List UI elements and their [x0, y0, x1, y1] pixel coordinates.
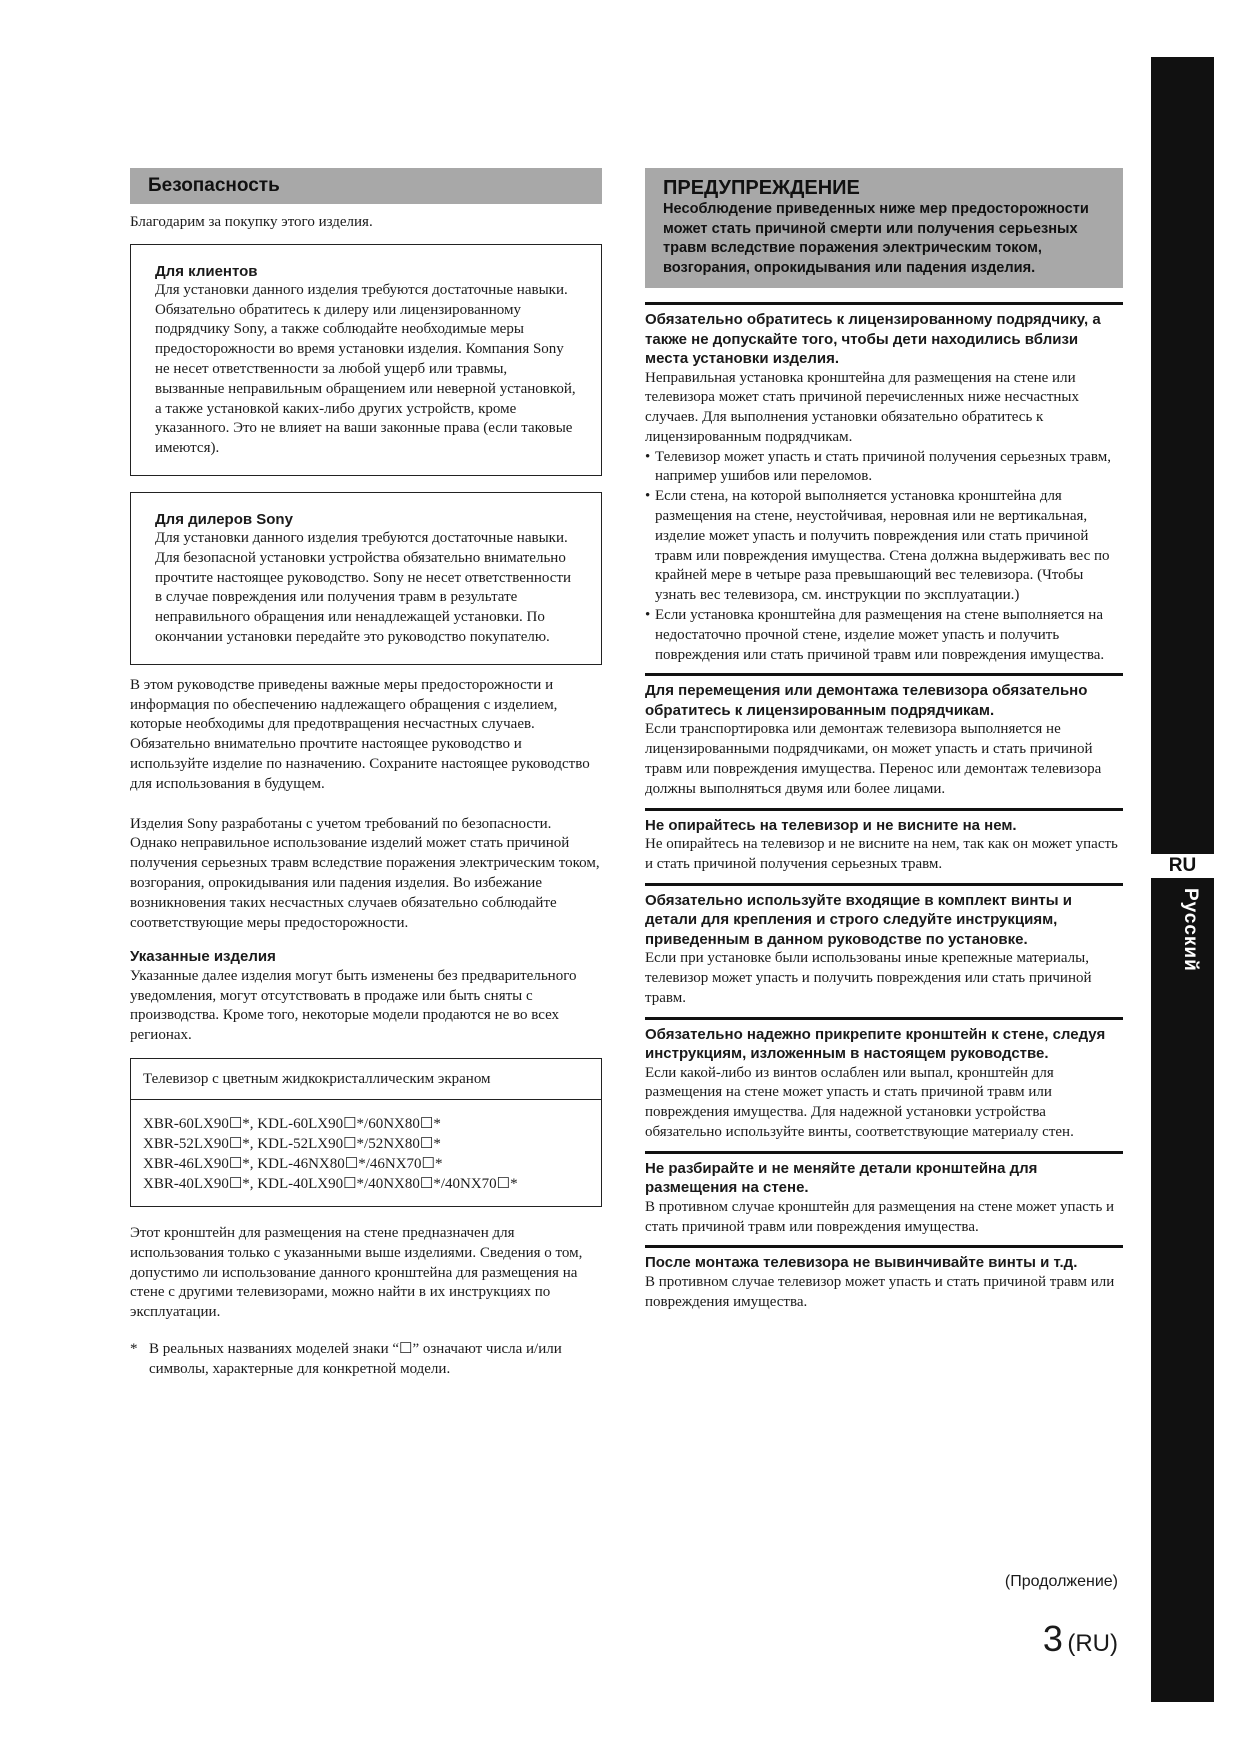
language-tab	[1151, 57, 1214, 1702]
section-text: Если транспортировка или демонтаж телевизора выполняется не лицензированными подрядчиками, он может упасть и стать причиной травм или повреждения имущества. Перенос или демонтаж телевизора должны выполняться двумя или более лицами.	[645, 721, 1102, 797]
dealers-heading: Для дилеров Sony	[155, 510, 293, 528]
list-item: • Если установка кронштейна для размещения на стене выполняется на недостаточно прочной стене, изделие может упасть и получить повреждения или стать причиной травм или повреждения имущества.	[645, 606, 1123, 665]
model-row: XBR-40LX90☐*, KDL-40LX90☐*/40NX80☐*/40NX70☐*	[143, 1176, 518, 1192]
intro-paragraph: В этом руководстве приведены важные меры предосторожности и информация по обеспечению надлежащего обращения с изделием, которые необходимы для предотвращения несчастных случаев. Обязательно внимательно прочтите настоящее руководство и используйте изделие по назначению. Сохраните настоящее руководство для использования в будущем.	[130, 676, 590, 792]
list-item: • Если стена, на которой выполняется установка кронштейна для размещения на стене, неустойчивая, неровная или не вертикальная, изделие может упасть и получить повреждения или стать причиной травм или повреждения имущества. Стена должна выдерживать вес по крайней мере в четыре раза превышающий вес телевизора. (Чтобы узнать вес телевизора, см. инструкции по эксплуатации.)	[645, 487, 1123, 606]
bullet-text: Если установка кронштейна для размещения на стене выполняется на недостаточно прочной стене, изделие может упасть и получить повреждения или стать причиной травм или повреждения имущества.	[655, 607, 1105, 663]
section-heading: Не опирайтесь на телевизор и не висните на нем.	[645, 816, 1017, 834]
bracket-paragraph: Этот кронштейн для размещения на стене предназначен для использования только с указанными выше изделиями. Сведения о том, допустимо ли использование данного кронштейна для размещения на стене с другими телевизорами, можно найти в их инструкциях по эксплуатации.	[130, 1225, 583, 1321]
bullet-text: Если стена, на которой выполняется установка кронштейна для размещения на стене, неустойчивая, неровная или не вертикальная, изделие может упасть и получить повреждения или стать причиной травм или повреждения имущества. Стена должна выдерживать вес по крайней мере в четыре раза превышающий вес телевизора. (Чтобы узнать вес телевизора, см. инструкции по эксплуатации.)	[655, 488, 1110, 604]
footnote-text: В реальных названиях моделей знаки “☐” означают числа и/или символы, характерные для конкретной модели.	[149, 1340, 562, 1377]
warning-text: Несоблюдение приведенных ниже мер предосторожности может стать причиной смерти или получения серьезных травм вследствие поражения электрическим током, возгорания, опрокидывания или падения изделия.	[663, 201, 1089, 276]
section-heading: Обязательно обратитесь к лицензированному подрядчику, а также не допускайте того, чтобы дети находились вблизи места установки изделия.	[645, 311, 1101, 367]
continued-label: (Продолжение)	[1004, 1573, 1118, 1590]
warning-title: ПРЕДУПРЕЖДЕНИЕ	[663, 177, 860, 199]
model-row: XBR-46LX90☐*, KDL-46NX80☐*/46NX70☐*	[143, 1156, 443, 1172]
warning-box	[645, 168, 1123, 288]
section-heading: Обязательно надежно прикрепите кронштейн к стене, следуя инструкциям, изложенным в настоящем руководстве.	[645, 1025, 1106, 1063]
section-heading: Не разбирайте и не меняйте детали кронштейна для размещения на стене.	[645, 1159, 1038, 1197]
model-row: XBR-60LX90☐*, KDL-60LX90☐*/60NX80☐*	[143, 1116, 441, 1132]
left-column	[130, 168, 602, 1379]
section-attach	[645, 1017, 1123, 1143]
language-name: Русский	[1180, 888, 1201, 972]
products-heading: Указанные изделия	[130, 948, 276, 966]
section-contractor	[645, 302, 1123, 665]
models-table	[130, 1058, 602, 1207]
thanks-text: Благодарим за покупку этого изделия.	[130, 214, 373, 230]
models-list	[131, 1100, 602, 1207]
design-paragraph: Изделия Sony разработаны с учетом требований по безопасности. Однако неправильное использование изделий может стать причиной получения серьезных травм вследствие поражения электрическим током, возгорания, опрокидывания или падения изделия. Во избежание возникновения таких несчастных случаев обязательно соблюдайте соответствующие меры предосторожности.	[130, 815, 600, 931]
bullet-text: Телевизор может упасть и стать причиной получения серьезных травм, например ушибов или переломов.	[655, 448, 1111, 485]
section-disassemble	[645, 1151, 1123, 1238]
page-number-suffix: (RU)	[1067, 1630, 1118, 1657]
page-number-value: 3	[1042, 1618, 1063, 1659]
section-text: В противном случае телевизор может упасть и стать причиной травм или повреждения имущества.	[645, 1273, 1115, 1310]
section-text: Неправильная установка кронштейна для размещения на стене или телевизора может стать причиной перечисленных ниже несчастных случаев. Для выполнения установки обязательно обратитесь к лицензированным подрядчикам.	[645, 369, 1079, 445]
footnote-mark: *	[130, 1340, 138, 1357]
right-column	[645, 168, 1123, 1313]
language-code: RU	[1151, 854, 1214, 878]
section-after-mount	[645, 1245, 1123, 1312]
section-lean	[645, 808, 1123, 875]
list-item: • Телевизор может упасть и стать причиной получения серьезных травм, например ушибов или переломов.	[645, 448, 1123, 488]
models-table-header: Телевизор с цветным жидкокристаллическим экраном	[131, 1059, 602, 1100]
section-heading: Обязательно используйте входящие в комплект винты и детали для крепления и строго следуйте инструкциям, приведенным в данном руководстве по установке.	[645, 891, 1072, 948]
customers-heading: Для клиентов	[155, 262, 258, 280]
section-heading: Для перемещения или демонтажа телевизора обязательно обратитесь к лицензированным подрядчикам.	[645, 682, 1088, 719]
section-text: Если при установке были использованы иные крепежные материалы, телевизор может упасть и получить повреждения или стать причиной травм.	[645, 950, 1092, 1006]
dealers-box	[130, 492, 602, 665]
section-text: Не опирайтесь на телевизор и не висните на нем, так как он может упасть и стать причиной получения серьезных травм.	[645, 836, 1118, 872]
section-screws	[645, 883, 1123, 1009]
customers-box	[130, 244, 602, 476]
page-number	[1043, 1618, 1118, 1660]
dealers-text: Для установки данного изделия требуются достаточные навыки. Для безопасной установки устройства обязательно внимательно прочтите настоящее руководство. Sony не несет ответственности в случае повреждения или получения травм в результате неправильного обращения или ненадлежащей установки. По окончании установки передайте это руководство покупателю.	[155, 529, 572, 645]
section-heading: После монтажа телевизора не вывинчивайте винты и т.д.	[645, 1254, 1078, 1272]
section-text: В противном случае кронштейн для размещения на стене может упасть и стать причиной травм или повреждения имущества.	[645, 1198, 1115, 1235]
customers-text: Для установки данного изделия требуются достаточные навыки. Обязательно обратитесь к дилеру или лицензированному подрядчику Sony, а также соблюдайте необходимые меры предосторожности во время установки изделия. Компания Sony не несет ответственности за любой ущерб или травмы, вызванные неправильным обращением или неверной установкой, а также установкой каких-либо других устройств, кроме указанного. Это не влияет на ваши законные права (если таковые имеются).	[155, 281, 576, 457]
footnote	[130, 1339, 602, 1379]
section-moving	[645, 673, 1123, 799]
model-row: XBR-52LX90☐*, KDL-52LX90☐*/52NX80☐*	[143, 1136, 441, 1152]
section-text: Если какой-либо из винтов ослаблен или выпал, кронштейн для размещения на стене может упасть и стать причиной травм или повреждения имущества. Для надежной установки устройства обязательно используйте винты, соответствующие материалу стен.	[645, 1064, 1074, 1141]
products-text: Указанные далее изделия могут быть изменены без предварительного уведомления, могут отсутствовать в продаже или быть сняты с производства. Кроме того, некоторые модели продаются не во всех регионах.	[130, 967, 577, 1044]
safety-heading: Безопасность	[130, 168, 602, 204]
